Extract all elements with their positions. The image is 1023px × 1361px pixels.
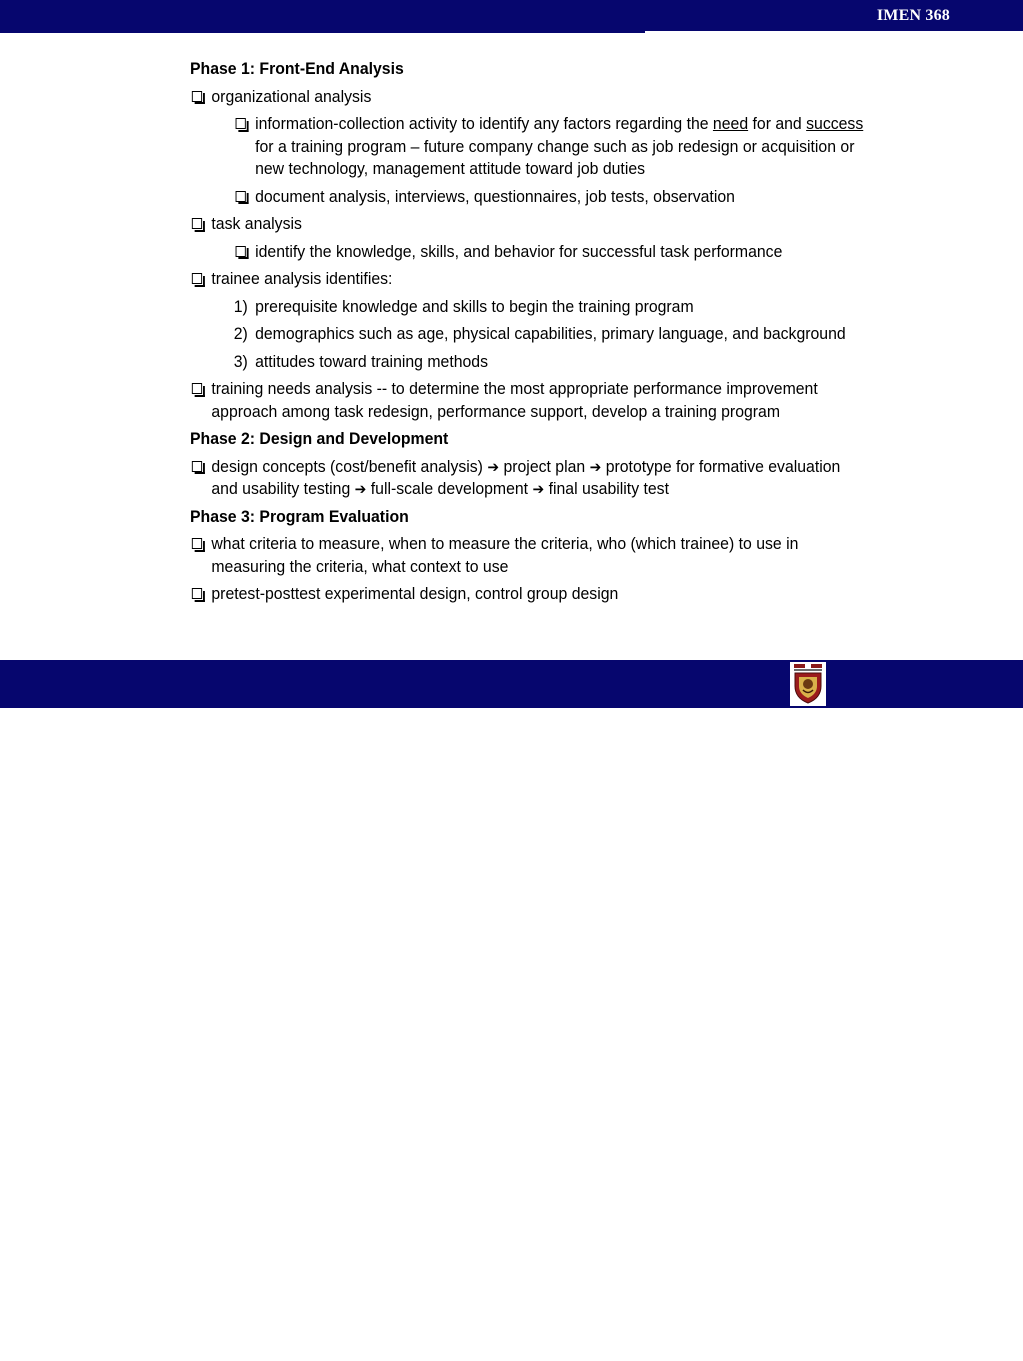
- checkbox-bullet-icon: [192, 588, 202, 599]
- phase1-heading: Phase 1: Front-End Analysis: [190, 59, 404, 78]
- bullet-org-info: [234, 113, 869, 181]
- list-text: prerequisite knowledge and skills to begin the training program: [255, 296, 694, 316]
- footer-bar: [0, 660, 1023, 1360]
- right-arrow-icon: ➔: [487, 457, 500, 476]
- university-crest-logo: [790, 662, 826, 706]
- checkbox-bullet-icon: [192, 461, 202, 472]
- header-rule: [0, 31, 645, 33]
- phase3-heading: Phase 3: Program Evaluation: [190, 506, 409, 526]
- bullet-text: design concepts (cost/benefit analysis) ➔ project plan ➔ prototype for formative evaluation and usability testing ➔ full-scale development ➔ final usability test: [211, 456, 841, 498]
- phase2-heading: Phase 2: Design and Development: [190, 429, 449, 448]
- list-number: 1): [233, 296, 248, 316]
- underlined-need: need: [712, 114, 749, 133]
- list-text: attitudes toward training methods: [255, 351, 488, 371]
- bullet-org-methods: [234, 186, 869, 209]
- checkbox-bullet-icon: [192, 383, 202, 394]
- right-arrow-icon: ➔: [589, 457, 602, 476]
- header-bar: [0, 0, 1023, 31]
- underlined-success: success: [806, 114, 864, 133]
- checkbox-bullet-icon: [192, 538, 202, 549]
- department-name: 정보경영공학부: [848, 1338, 980, 1360]
- bullet-eval-criteria: [190, 533, 869, 578]
- bullet-design-concepts: [190, 456, 869, 501]
- checkbox-bullet-icon: [236, 246, 246, 257]
- bullet-text: training needs analysis -- to determine the most appropriate performance improvement approach among task redesign, performance support, develop a training program: [211, 379, 818, 421]
- checkbox-bullet-icon: [192, 273, 202, 284]
- list-item: [234, 323, 869, 346]
- bullet-text: pretest-posttest experimental design, control group design: [211, 584, 619, 603]
- course-code: IMEN 368: [876, 7, 950, 24]
- list-number: 3): [233, 351, 248, 371]
- bullet-trainee-analysis: [190, 268, 869, 291]
- bullet-text: organizational analysis: [211, 86, 372, 106]
- list-text: demographics such as age, physical capabilities, primary language, and background: [255, 324, 846, 343]
- list-item: [234, 296, 869, 319]
- bullet-task-analysis: [190, 213, 869, 236]
- bullet-text: identify the knowledge, skills, and behavior for successful task performance: [255, 241, 783, 261]
- right-arrow-icon: ➔: [354, 480, 367, 498]
- bullet-text: document analysis, interviews, questionnaires, job tests, observation: [255, 186, 735, 206]
- crest-icon: [790, 662, 826, 706]
- bullet-text: information-collection activity to identify any factors regarding the need for and success for a training program – future company change such as job redesign or acquisition or new technology, management attitude toward job duties: [255, 114, 864, 178]
- bullet-task-identify: [234, 241, 869, 264]
- list-item: [234, 351, 869, 374]
- bullet-org-analysis: [190, 86, 869, 109]
- slide-body: [190, 58, 869, 611]
- checkbox-bullet-icon: [192, 218, 202, 229]
- bullet-text: trainee analysis identifies:: [211, 269, 393, 288]
- checkbox-bullet-icon: [236, 118, 246, 129]
- bullet-text: task analysis: [211, 214, 302, 233]
- bullet-eval-design: [190, 583, 869, 606]
- bullet-needs-analysis: [190, 378, 869, 423]
- checkbox-bullet-icon: [236, 191, 246, 202]
- checkbox-bullet-icon: [192, 91, 202, 102]
- right-arrow-icon: ➔: [532, 480, 545, 498]
- list-number: 2): [233, 324, 248, 343]
- bullet-text: what criteria to measure, when to measure the criteria, who (which trainee) to use in measuring the criteria, what context to use: [211, 534, 799, 576]
